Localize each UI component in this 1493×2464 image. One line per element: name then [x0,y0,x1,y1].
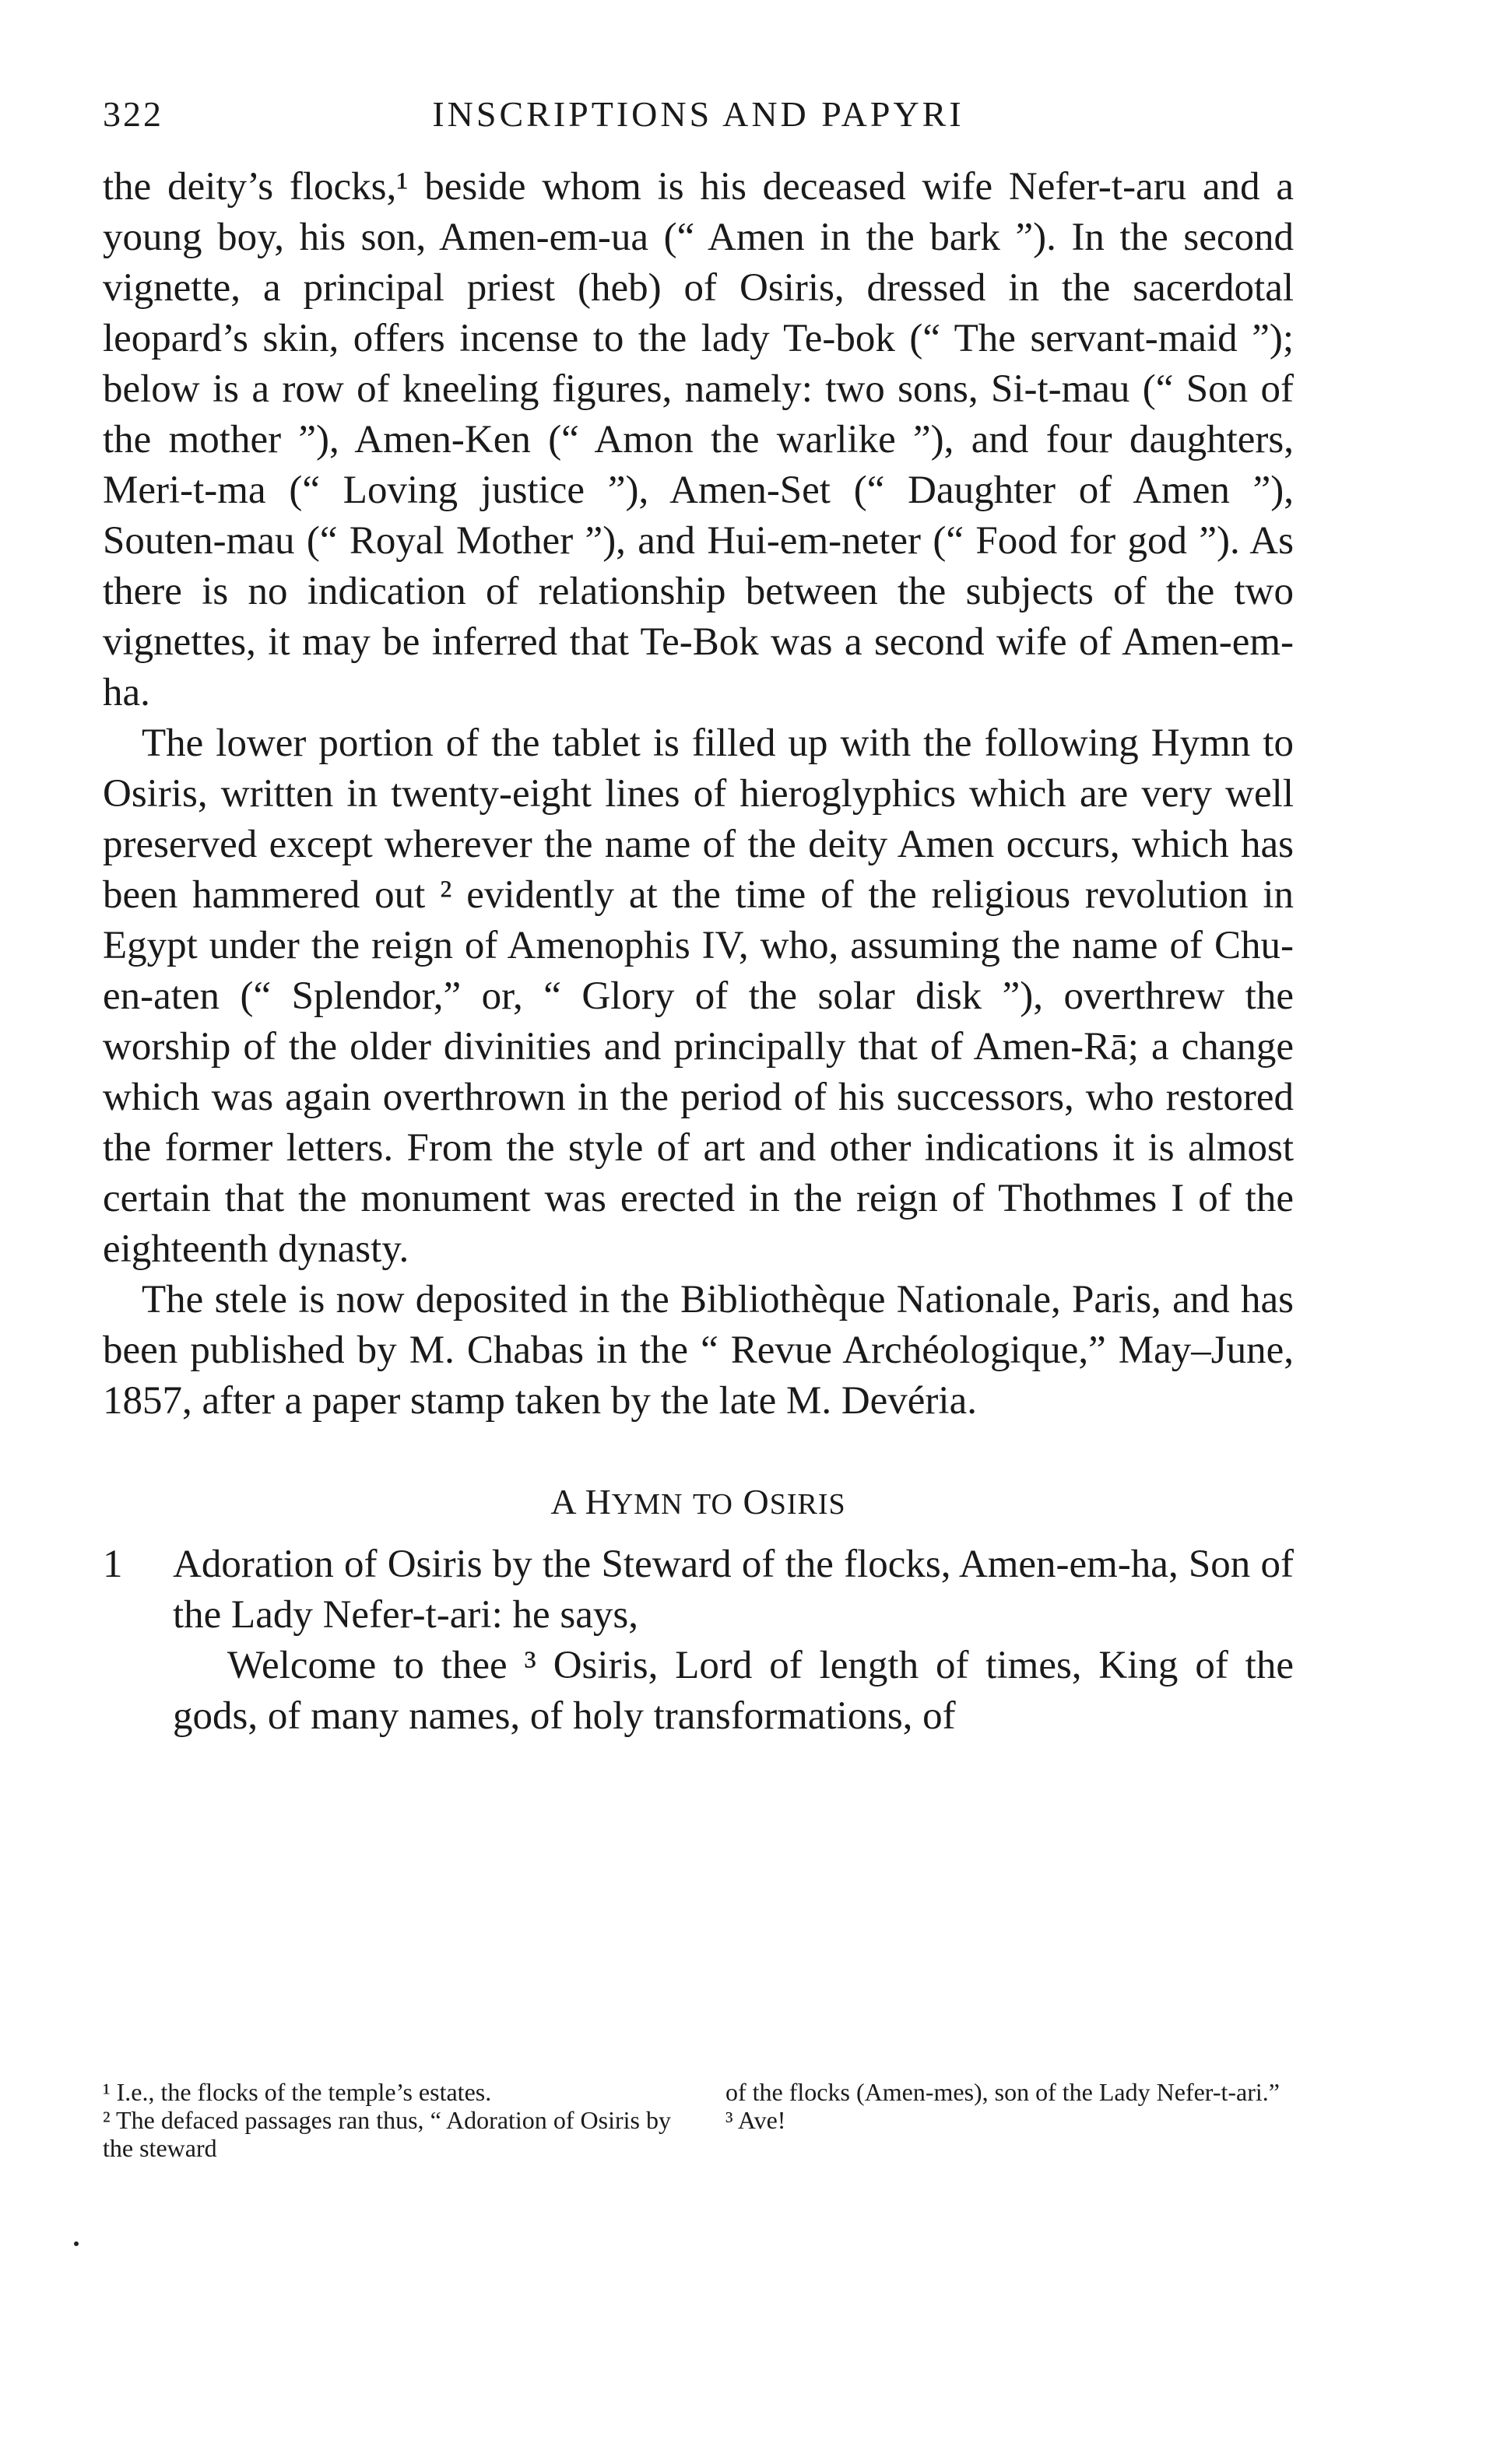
title-part [683,1482,693,1522]
page-number: 322 [103,94,163,134]
verse-line: Adoration of Osiris by the Steward of the flocks, Amen-em-ha, Son of the Lady Nefer-t-ari: he says, [173,1543,1294,1637]
title-part: TO [692,1488,733,1521]
title-part: SIRIS [769,1488,846,1521]
section-title [103,1481,1294,1522]
footnote: ³ Ave! [725,2106,786,2134]
paragraph-continuation: the deity’s flocks,¹ beside whom is his deceased wife Nefer-t-aru and a young boy, his son, Amen-em-ua (“ Amen in the bark ”). In the second vignette, a principal priest (heb) of Osiris, dressed in the sacerdotal leopard’s skin, offers incense to the lady Te-bok (“ The servant-maid ”); below is a row of kneeling figures, namely: two sons, Si-t-mau (“ Son of the mother ”), Amen-Ken (“ Amon the warlike ”), and four daughters, Meri-t-ma (“ Loving justice ”), Amen-Set (“ Daughter of Amen ”), Souten-mau (“ Royal Mother ”), and Hui-em-neter (“ Food for god ”). As there is no indication of relationship between the subjects of the two vignettes, it may be inferred that Te-Bok was a second wife of Amen-em-ha. [103,165,1294,714]
hymn-verse [103,1539,1294,1742]
verse-number: 1 [103,1543,123,1586]
body-text [103,162,1294,1427]
title-part: YMN [611,1488,683,1521]
paragraph-stele-location: The stele is now deposited in the Bibliothèque Nationale, Paris, and has been published by M. Chabas in the “ Revue Archéologique,” May–June, 1857, after a paper stamp taken by the late M. Devéria. [103,1278,1294,1423]
footnote: ² The defaced passages ran thus, “ Adoration of Osiris by the steward [103,2106,671,2162]
page-speck [74,2241,79,2246]
running-head [103,93,1294,140]
title-part: O [732,1482,770,1522]
footnote-column-right [725,2078,1294,2162]
footnotes [103,2078,1294,2162]
verse-line: Welcome to thee ³ Osiris, Lord of length of times, King of the gods, of many names, of holy transformations, of [173,1644,1294,1738]
paragraph-hymn-description: The lower portion of the tablet is filled up with the following Hymn to Osiris, written in twenty-eight lines of hieroglyphics which are very well preserved except wherever the name of the deity Amen occurs, which has been hammered out ² evidently at the time of the religious revolution in Egypt under the reign of Amenophis IV, who, assuming the name of Chu-en-aten (“ Splendor,” or, “ Glory of the solar disk ”), overthrew the worship of the older divinities and principally that of Amen-Rā; a change which was again overthrown in the period of his successors, who restored the former letters. From the style of art and other indications it is almost certain that the monument was erected in the reign of Thothmes I of the eighteenth dynasty. [103,721,1294,1271]
footnote-column-left [103,2078,671,2162]
book-page [103,93,1294,1742]
verse-text [173,1539,1294,1742]
running-title: INSCRIPTIONS AND PAPYRI [432,94,964,134]
title-part: A H [550,1482,612,1522]
footnote: ¹ I.e., the flocks of the temple’s estates. [103,2078,492,2106]
footnote: of the flocks (Amen-mes), son of the Lady Nefer-t-ari.” [725,2078,1280,2106]
